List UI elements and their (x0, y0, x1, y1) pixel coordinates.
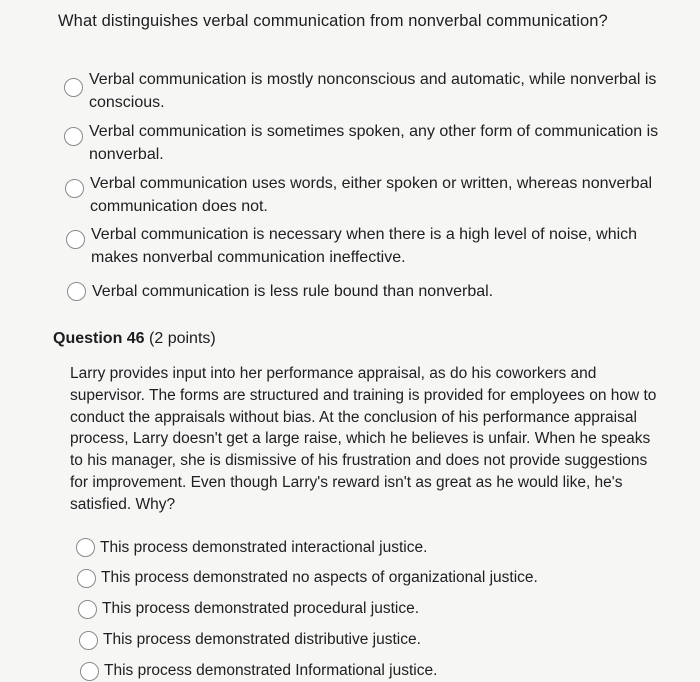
radio-button[interactable] (78, 600, 97, 619)
question-prompt: What distinguishes verbal communication from nonverbal communication? (58, 12, 608, 30)
answer-option[interactable] (80, 660, 437, 682)
answer-option-label: Verbal communication is sometimes spoken, any other form of communication is nonverbal. (89, 123, 659, 163)
answer-option[interactable] (78, 598, 419, 620)
answer-option-label: This process demonstrated interactional justice. (100, 539, 428, 556)
answer-option[interactable] (77, 567, 538, 589)
question-prompt: Larry provides input into her performance appraisal, as do his coworkers and supervisor. The forms are structured and training is provided for employees on how to conduct the appraisals without bias. At the conclusion of his performance appraisal process, Larry doesn't get a large raise, which he believes is unfair. When he speaks to his manager, she is dismissive of his frustration and does not provide suggestions for improvement. Even though Larry's reward isn't as great as he would like, he's satisfied. Why? (70, 365, 657, 513)
radio-button[interactable] (77, 569, 96, 588)
radio-button[interactable] (64, 78, 83, 97)
question-points: (2 points) (149, 330, 216, 347)
answer-option-label: This process demonstrated distributive justice. (103, 631, 421, 648)
radio-button[interactable] (79, 631, 98, 650)
answer-option-label: This process demonstrated procedural justice. (102, 600, 420, 617)
radio-button[interactable] (65, 179, 84, 198)
radio-button[interactable] (80, 662, 99, 681)
answer-option[interactable] (79, 629, 421, 651)
answer-option-label: Verbal communication is less rule bound than nonverbal. (92, 283, 494, 300)
answer-option-label: Verbal communication uses words, either spoken or written, whereas nonverbal communication does not. (90, 175, 653, 215)
question-number: Question 46 (53, 330, 145, 347)
question-header (53, 330, 216, 348)
radio-button[interactable] (76, 538, 95, 557)
radio-button[interactable] (64, 127, 83, 146)
answer-option-label: Verbal communication is necessary when there is a high level of noise, which makes nonverbal communication ineffective. (91, 226, 638, 266)
answer-option-label: This process demonstrated Informational justice. (104, 662, 438, 679)
radio-button[interactable] (66, 230, 85, 249)
answer-option[interactable] (64, 120, 664, 166)
answer-option[interactable] (64, 68, 664, 114)
answer-option[interactable] (76, 537, 427, 559)
answer-option[interactable] (66, 223, 666, 269)
answer-option-label: This process demonstrated no aspects of organizational justice. (101, 569, 538, 586)
answer-option-label: Verbal communication is mostly nonconscious and automatic, while nonverbal is conscious. (89, 71, 657, 111)
answer-option[interactable] (67, 280, 667, 303)
answer-option[interactable] (65, 172, 665, 218)
radio-button[interactable] (67, 282, 86, 301)
